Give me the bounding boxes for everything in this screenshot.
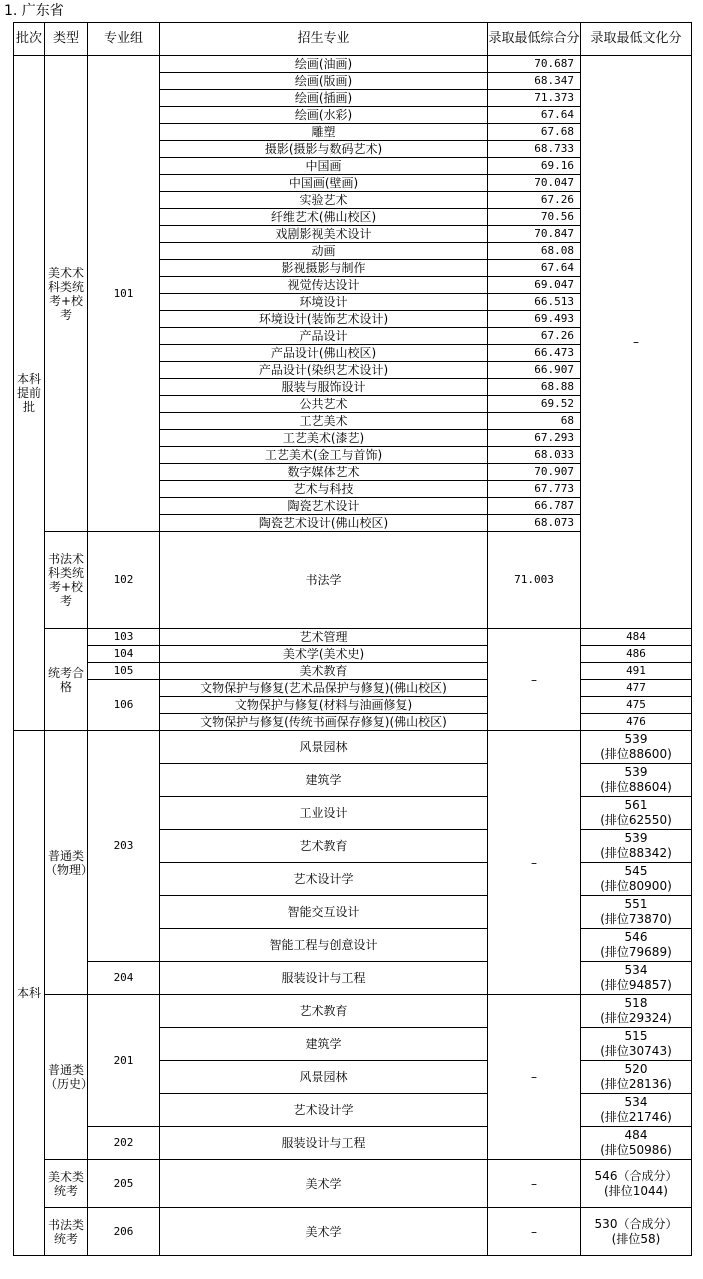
- culture-rank: (排位73870): [600, 912, 672, 926]
- major-cell: 雕塑: [160, 124, 488, 141]
- min-total-cell: 66.907: [488, 362, 581, 379]
- min-total-cell: –: [488, 995, 581, 1160]
- min-culture-cell: 486: [581, 646, 692, 663]
- min-total-cell: 70.047: [488, 175, 581, 192]
- min-total-cell: 66.787: [488, 498, 581, 515]
- major-cell: 美术学(美术史): [160, 646, 488, 663]
- group-code-cell: 106: [88, 680, 160, 731]
- culture-rank: (排位79689): [600, 945, 672, 959]
- major-cell: 陶瓷艺术设计(佛山校区): [160, 515, 488, 532]
- header-min-total: 录取最低综合分: [488, 23, 581, 56]
- group-code-cell: 105: [88, 663, 160, 680]
- min-total-cell: 68: [488, 413, 581, 430]
- culture-rank: (排位30743): [600, 1044, 672, 1058]
- batch-cell: 本科: [14, 731, 45, 1256]
- culture-rank: (排位50986): [600, 1143, 672, 1157]
- min-total-cell: –: [488, 629, 581, 731]
- culture-score: 539: [624, 732, 648, 746]
- culture-score: 539: [624, 831, 648, 845]
- culture-score: 545: [624, 864, 648, 878]
- group-code-cell: 101: [88, 56, 160, 532]
- major-cell: 文物保护与修复(艺术品保护与修复)(佛山校区): [160, 680, 488, 697]
- major-cell: 文物保护与修复(传统书画保存修复)(佛山校区): [160, 714, 488, 731]
- min-culture-cell: [581, 995, 692, 1028]
- culture-score: 546（合成分）: [594, 1168, 678, 1183]
- major-cell: 绘画(插画): [160, 90, 488, 107]
- min-total-cell: 67.26: [488, 192, 581, 209]
- min-culture-cell: [581, 962, 692, 995]
- min-total-cell: –: [488, 1160, 581, 1208]
- min-culture-cell: [581, 764, 692, 797]
- major-cell: 绘画(油画): [160, 56, 488, 73]
- culture-score: 551: [624, 897, 648, 911]
- major-cell: 摄影(摄影与数码艺术): [160, 141, 488, 158]
- major-cell: 中国画: [160, 158, 488, 175]
- major-cell: 书法学: [160, 532, 488, 629]
- min-culture-cell: [581, 1127, 692, 1160]
- major-cell: 中国画(壁画): [160, 175, 488, 192]
- min-culture-cell: [581, 1061, 692, 1094]
- table-row: [14, 1160, 692, 1208]
- major-cell: 文物保护与修复(材料与油画修复): [160, 697, 488, 714]
- culture-rank: (排位88342): [600, 846, 672, 860]
- table-row: [14, 56, 692, 73]
- major-cell: 艺术教育: [160, 995, 488, 1028]
- header-min-culture: 录取最低文化分: [581, 23, 692, 56]
- major-cell: 服装与服饰设计: [160, 379, 488, 396]
- min-total-cell: 68.733: [488, 141, 581, 158]
- culture-rank: (排位88600): [600, 747, 672, 761]
- header-group: 专业组: [88, 23, 160, 56]
- major-cell: 工业设计: [160, 797, 488, 830]
- culture-rank: (排位80900): [600, 879, 672, 893]
- major-cell: 公共艺术: [160, 396, 488, 413]
- table-row: [14, 1127, 692, 1160]
- group-code-cell: 205: [88, 1160, 160, 1208]
- min-total-cell: 70.56: [488, 209, 581, 226]
- min-total-cell: 66.513: [488, 294, 581, 311]
- culture-score: 518: [624, 996, 648, 1010]
- culture-score: 515: [624, 1029, 648, 1043]
- min-total-cell: 69.493: [488, 311, 581, 328]
- group-code-cell: 206: [88, 1208, 160, 1256]
- admission-table: [13, 22, 692, 1256]
- min-culture-cell: 491: [581, 663, 692, 680]
- major-cell: 动画: [160, 243, 488, 260]
- min-total-cell: 67.293: [488, 430, 581, 447]
- table-row: [14, 995, 692, 1028]
- min-total-cell: 67.64: [488, 260, 581, 277]
- min-total-cell: 67.773: [488, 481, 581, 498]
- major-cell: 影视摄影与制作: [160, 260, 488, 277]
- major-cell: 美术学: [160, 1160, 488, 1208]
- major-cell: 风景园林: [160, 1061, 488, 1094]
- major-cell: 智能交互设计: [160, 896, 488, 929]
- group-code-cell: 103: [88, 629, 160, 646]
- min-total-cell: 69.047: [488, 277, 581, 294]
- table-row: [14, 680, 692, 697]
- major-cell: 纤维艺术(佛山校区): [160, 209, 488, 226]
- major-cell: 陶瓷艺术设计: [160, 498, 488, 515]
- major-cell: 建筑学: [160, 764, 488, 797]
- table-row: [14, 731, 692, 764]
- major-cell: 艺术管理: [160, 629, 488, 646]
- min-total-cell: 70.907: [488, 464, 581, 481]
- major-cell: 环境设计: [160, 294, 488, 311]
- culture-rank: (排位58): [611, 1231, 661, 1246]
- min-culture-cell: [581, 1094, 692, 1127]
- group-code-cell: 104: [88, 646, 160, 663]
- type-cell: 统考合格: [45, 629, 88, 731]
- major-cell: 产品设计(佛山校区): [160, 345, 488, 362]
- min-culture-cell: 476: [581, 714, 692, 731]
- min-culture-cell: [581, 896, 692, 929]
- major-cell: 艺术与科技: [160, 481, 488, 498]
- min-total-cell: 67.64: [488, 107, 581, 124]
- group-code-cell: 202: [88, 1127, 160, 1160]
- major-cell: 产品设计: [160, 328, 488, 345]
- min-total-cell: 69.16: [488, 158, 581, 175]
- major-cell: 服装设计与工程: [160, 962, 488, 995]
- min-culture-cell: [581, 1028, 692, 1061]
- table-row: [14, 629, 692, 646]
- culture-score: 539: [624, 765, 648, 779]
- type-cell: 书法类统考: [45, 1208, 88, 1256]
- min-total-cell: 71.373: [488, 90, 581, 107]
- min-total-cell: 67.26: [488, 328, 581, 345]
- min-total-cell: 68.08: [488, 243, 581, 260]
- min-culture-cell: [581, 929, 692, 962]
- culture-rank: (排位28136): [600, 1077, 672, 1091]
- min-total-cell: 70.847: [488, 226, 581, 243]
- min-culture-cell: –: [581, 56, 692, 629]
- min-total-cell: –: [488, 1208, 581, 1256]
- culture-score: 484: [624, 1128, 648, 1142]
- table-row: [14, 663, 692, 680]
- min-total-cell: 66.473: [488, 345, 581, 362]
- culture-score: 534: [624, 963, 648, 977]
- major-cell: 环境设计(装饰艺术设计): [160, 311, 488, 328]
- min-total-cell: 68.88: [488, 379, 581, 396]
- min-total-cell: –: [488, 731, 581, 995]
- major-cell: 工艺美术(漆艺): [160, 430, 488, 447]
- culture-rank: (排位62550): [600, 813, 672, 827]
- major-cell: 视觉传达设计: [160, 277, 488, 294]
- min-total-cell: 68.347: [488, 73, 581, 90]
- header-batch: 批次: [14, 23, 45, 56]
- group-code-cell: 102: [88, 532, 160, 629]
- major-cell: 智能工程与创意设计: [160, 929, 488, 962]
- header-type: 类型: [45, 23, 88, 56]
- major-cell: 工艺美术: [160, 413, 488, 430]
- min-total-cell: 68.073: [488, 515, 581, 532]
- major-cell: 建筑学: [160, 1028, 488, 1061]
- table-row: [14, 962, 692, 995]
- major-cell: 服装设计与工程: [160, 1127, 488, 1160]
- major-cell: 艺术教育: [160, 830, 488, 863]
- min-culture-cell: [581, 731, 692, 764]
- min-total-cell: 70.687: [488, 56, 581, 73]
- major-cell: 绘画(水彩): [160, 107, 488, 124]
- major-cell: 工艺美术(金工与首饰): [160, 447, 488, 464]
- min-culture-cell: [581, 863, 692, 896]
- major-cell: 艺术设计学: [160, 1094, 488, 1127]
- min-total-cell: 69.52: [488, 396, 581, 413]
- major-cell: 美术学: [160, 1208, 488, 1256]
- table-row: [14, 646, 692, 663]
- type-cell: 普通类（物理）: [45, 731, 88, 995]
- major-cell: 产品设计(染织艺术设计): [160, 362, 488, 379]
- min-total-cell: 71.003: [488, 532, 581, 629]
- culture-rank: (排位94857): [600, 978, 672, 992]
- major-cell: 绘画(版画): [160, 73, 488, 90]
- major-cell: 美术教育: [160, 663, 488, 680]
- min-culture-cell: [581, 797, 692, 830]
- major-cell: 艺术设计学: [160, 863, 488, 896]
- min-culture-cell: 475: [581, 697, 692, 714]
- section-title: 1. 广东省: [4, 3, 64, 19]
- culture-rank: (排位29324): [600, 1011, 672, 1025]
- culture-score: 530（合成分）: [594, 1216, 678, 1231]
- culture-rank: (排位88604): [600, 780, 672, 794]
- min-culture-cell: 477: [581, 680, 692, 697]
- min-culture-cell: [581, 1208, 692, 1256]
- major-cell: 实验艺术: [160, 192, 488, 209]
- culture-rank: (排位21746): [600, 1110, 672, 1124]
- min-total-cell: 68.033: [488, 447, 581, 464]
- min-total-cell: 67.68: [488, 124, 581, 141]
- major-cell: 风景园林: [160, 731, 488, 764]
- type-cell: 美术术科类统考+校考: [45, 56, 88, 532]
- min-culture-cell: [581, 1160, 692, 1208]
- culture-score: 546: [624, 930, 648, 944]
- header-major: 招生专业: [160, 23, 488, 56]
- batch-cell: 本科提前批: [14, 56, 45, 731]
- culture-score: 561: [624, 798, 648, 812]
- group-code-cell: 201: [88, 995, 160, 1127]
- culture-score: 520: [624, 1062, 648, 1076]
- major-cell: 数字媒体艺术: [160, 464, 488, 481]
- type-cell: 美术类统考: [45, 1160, 88, 1208]
- major-cell: 戏剧影视美术设计: [160, 226, 488, 243]
- type-cell: 普通类（历史）: [45, 995, 88, 1160]
- header-row: [14, 23, 692, 56]
- min-culture-cell: [581, 830, 692, 863]
- min-culture-cell: 484: [581, 629, 692, 646]
- group-code-cell: 203: [88, 731, 160, 962]
- culture-score: 534: [624, 1095, 648, 1109]
- type-cell: 书法术科类统考+校考: [45, 532, 88, 629]
- culture-rank: (排位1044): [604, 1183, 668, 1198]
- table-row: [14, 1208, 692, 1256]
- group-code-cell: 204: [88, 962, 160, 995]
